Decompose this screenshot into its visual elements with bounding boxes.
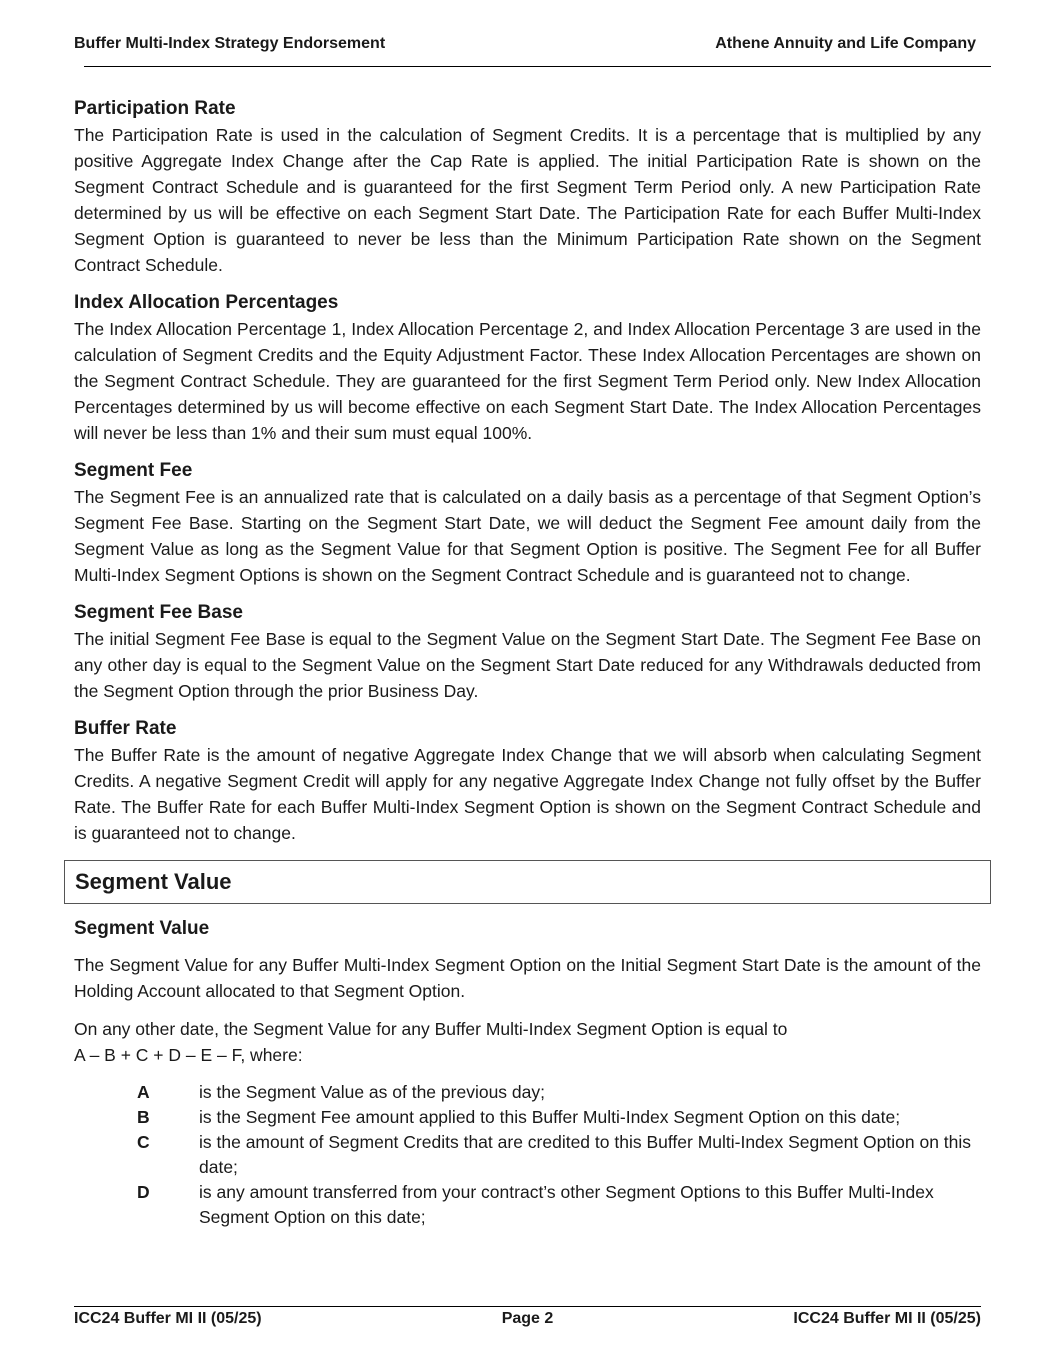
section-body: The Index Allocation Percentage 1, Index Allocation Percentage 2, and Index Allocation Percentage 3 are used in the calculation of Segment Credits and the Equity Adjustment Factor. These Index Allocation Percentages are shown on the Segment Contract Schedule. They are guaranteed for the first Segment Term Period only. New Index Allocation Percentages determined by us will become effective on each Segment Start Date. The Index Allocation Percentages will never be less than 1% and their sum must equal 100%. (74, 319, 981, 443)
section-heading: Participation Rate (74, 98, 236, 119)
header-divider (84, 66, 991, 67)
footer-form-number-right: ICC24 Buffer MI II (05/25) (793, 1310, 981, 1327)
header-document-title: Buffer Multi-Index Strategy Endorsement (74, 35, 386, 52)
page-header (74, 35, 976, 53)
definition-letter: A (137, 1082, 150, 1102)
definition-item (137, 1080, 981, 1105)
segment-value-paragraph-formula (74, 1016, 981, 1068)
section-heading: Buffer Rate (74, 718, 177, 739)
formula-definitions (137, 1080, 981, 1230)
definition-text: is the amount of Segment Credits that are credited to this Buffer Multi-Index Segment Option on this date; (199, 1132, 972, 1177)
section-body: The initial Segment Fee Base is equal to the Segment Value on the Segment Start Date. The Segment Fee Base on any other day is equal to the Segment Value on the Segment Start Date reduced for any Withdrawals deducted from the Segment Option through the prior Business Day. (74, 629, 981, 701)
section-participation-rate (74, 96, 981, 278)
formula-expression: A – B + C + D – E – F, where: (74, 1045, 303, 1065)
definition-letter: B (137, 1107, 150, 1127)
formula-intro: On any other date, the Segment Value for any Buffer Multi-Index Segment Option is equal to (74, 1019, 788, 1039)
header-company-name: Athene Annuity and Life Company (715, 35, 976, 52)
page-footer (74, 1310, 981, 1328)
section-heading: Index Allocation Percentages (74, 292, 339, 313)
definition-item (137, 1180, 981, 1230)
footer-form-number-left: ICC24 Buffer MI II (05/25) (74, 1310, 262, 1327)
definition-item (137, 1105, 981, 1130)
definition-letter: C (137, 1132, 150, 1152)
page-content (74, 96, 981, 1230)
segment-value-paragraph-initial: The Segment Value for any Buffer Multi-Index Segment Option on the Initial Segment Start Date is the amount of the Holding Account allocated to that Segment Option. (74, 955, 981, 1001)
section-segment-fee (74, 458, 981, 588)
footer-page-number: Page 2 (501, 1310, 554, 1327)
definition-text: is the Segment Value as of the previous day; (199, 1082, 545, 1102)
footer-divider (74, 1306, 981, 1307)
section-body: The Buffer Rate is the amount of negative Aggregate Index Change that we will absorb when calculating Segment Credits. A negative Segment Credit will apply for any negative Aggregate Index Change not fully offset by the Buffer Rate. The Buffer Rate for each Buffer Multi-Index Segment Option is shown on the Segment Contract Schedule and is guaranteed not to change. (74, 745, 981, 843)
section-segment-fee-base (74, 600, 981, 704)
definition-text: is the Segment Fee amount applied to this Buffer Multi-Index Segment Option on this date; (199, 1107, 901, 1127)
section-index-allocation-percentages (74, 290, 981, 446)
segment-value-subheading: Segment Value (74, 918, 210, 939)
section-body: The Participation Rate is used in the calculation of Segment Credits. It is a percentage that is multiplied by any positive Aggregate Index Change after the Cap Rate is applied. The initial Participation Rate is shown on the Segment Contract Schedule and is guaranteed for the first Segment Term Period only. A new Participation Rate determined by us will be effective on each Segment Start Date. The Participation Rate for each Buffer Multi-Index Segment Option is guaranteed to never be less than the Minimum Participation Rate shown on the Segment Contract Schedule. (74, 125, 981, 275)
segment-value-box-heading: Segment Value (64, 860, 991, 904)
section-heading: Segment Fee (74, 460, 193, 481)
section-buffer-rate (74, 716, 981, 846)
definition-text: is any amount transferred from your contract’s other Segment Options to this Buffer Multi-Index Segment Option on this date; (199, 1182, 934, 1227)
section-heading: Segment Fee Base (74, 602, 243, 623)
definition-item (137, 1130, 981, 1180)
definition-letter: D (137, 1182, 150, 1202)
section-body: The Segment Fee is an annualized rate that is calculated on a daily basis as a percentage of that Segment Option’s Segment Fee Base. Starting on the Segment Start Date, we will deduct the Segment Fee amount daily from the Segment Value as long as the Segment Value for that Segment Option is positive. The Segment Fee for all Buffer Multi-Index Segment Options is shown on the Segment Contract Schedule and is guaranteed not to change. (74, 487, 981, 585)
